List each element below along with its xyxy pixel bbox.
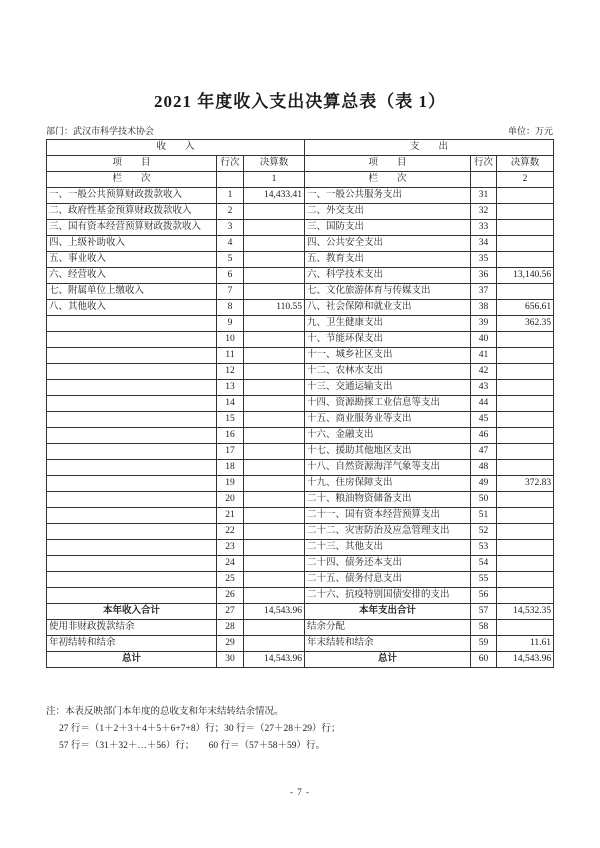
income-amount-cell: [244, 428, 305, 444]
income-line-cell: 18: [217, 460, 244, 476]
expense-item-cell: 二十四、债务还本支出: [305, 556, 471, 572]
expense-amount-cell: 362.35: [497, 316, 554, 332]
income-item-cell: [47, 556, 217, 572]
footnote-line: 27 行＝（1＋2＋3＋4＋5＋6+7+8）行；30 行＝（27＋28＋29）行；: [59, 724, 341, 734]
income-line-cell: 25: [217, 572, 244, 588]
income-item-cell: [47, 524, 217, 540]
expense-item-cell: 九、卫生健康支出: [305, 316, 471, 332]
income-item-cell: 四、上级补助收入: [47, 236, 217, 252]
income-line-cell: 7: [217, 284, 244, 300]
income-item-col-header: 项 目: [47, 156, 217, 172]
footnotes: [46, 704, 553, 755]
income-amount-cell: [244, 620, 305, 636]
expense-line-cell: 52: [471, 524, 497, 540]
income-line-cell: 29: [217, 636, 244, 652]
income-line-cell: 1: [217, 188, 244, 204]
table-row: [47, 364, 554, 380]
income-amount-cell: [244, 380, 305, 396]
income-amount-cell: [244, 540, 305, 556]
expense-line-cell: 33: [471, 220, 497, 236]
expense-line-cell: 42: [471, 364, 497, 380]
expense-amount-cell: [497, 364, 554, 380]
table-row: [47, 396, 554, 412]
income-amount-cell: 14,433.41: [244, 188, 305, 204]
expense-item-cell: 二十二、灾害防治及应急管理支出: [305, 524, 471, 540]
expense-amount-cell: [497, 508, 554, 524]
expense-amount-cell: [497, 236, 554, 252]
footnote-line: 注：本表反映部门本年度的总收支和年末结转结余情况。: [46, 707, 284, 717]
income-line-col-header: 行次: [217, 156, 244, 172]
income-line-cell: 2: [217, 204, 244, 220]
income-line-cell: 10: [217, 332, 244, 348]
expense-line-cell: 38: [471, 300, 497, 316]
expense-line-cell: 54: [471, 556, 497, 572]
expense-item-cell: 十二、农林水支出: [305, 364, 471, 380]
expense-amount-cell: [497, 524, 554, 540]
income-item-cell: [47, 412, 217, 428]
income-amount-cell: 14,543.96: [244, 604, 305, 620]
expense-line-cell: 49: [471, 476, 497, 492]
income-item-cell: 五、事业收入: [47, 252, 217, 268]
expense-item-cell: 十七、援助其他地区支出: [305, 444, 471, 460]
income-line-cell: 30: [217, 652, 244, 668]
expense-line-cell: 43: [471, 380, 497, 396]
table-row: [47, 444, 554, 460]
table-row: [47, 300, 554, 316]
income-line-cell: 12: [217, 364, 244, 380]
expense-item-cell: 十八、自然资源海洋气象等支出: [305, 460, 471, 476]
unit-label: 单位：万元: [507, 126, 553, 136]
income-amount-cell: [244, 572, 305, 588]
page-title: 2021 年度收入支出决算总表（表 1）: [154, 92, 446, 111]
income-item-cell: [47, 540, 217, 556]
table-row: [47, 316, 554, 332]
income-item-cell: 使用非财政拨款结余: [47, 620, 217, 636]
expense-line-cell: 50: [471, 492, 497, 508]
expense-item-cell: 八、社会保障和就业支出: [305, 300, 471, 316]
page-number: - 7 -: [290, 787, 310, 797]
income-amount-cell: [244, 236, 305, 252]
expense-amount-cell: [497, 348, 554, 364]
table-row: [47, 524, 554, 540]
income-amount-cell: 110.55: [244, 300, 305, 316]
table-row: [47, 220, 554, 236]
expense-line-cell: 45: [471, 412, 497, 428]
expense-item-cell: 年末结转和结余: [305, 636, 471, 652]
income-item-cell: [47, 428, 217, 444]
table-row: [47, 460, 554, 476]
income-item-cell: [47, 380, 217, 396]
income-amount-cell: [244, 204, 305, 220]
income-item-cell: [47, 492, 217, 508]
expense-line-cell: 55: [471, 572, 497, 588]
expense-item-cell: 十九、住房保障支出: [305, 476, 471, 492]
expense-item-cell: 六、科学技术支出: [305, 268, 471, 284]
expense-item-cell: 二十五、债务付息支出: [305, 572, 471, 588]
expense-line-cell: 51: [471, 508, 497, 524]
table-row: [47, 428, 554, 444]
income-line-cell: 26: [217, 588, 244, 604]
income-item-cell: 八、其他收入: [47, 300, 217, 316]
section-header-row: [47, 140, 554, 156]
income-amount-cell: [244, 396, 305, 412]
income-line-cell: 6: [217, 268, 244, 284]
table-row: [47, 652, 554, 668]
expense-amount-cell: [497, 620, 554, 636]
department-label: 部门：武汉市科学技术协会: [46, 126, 155, 136]
table-row: [47, 572, 554, 588]
table-row: [47, 556, 554, 572]
expense-amount-cell: 14,543.96: [497, 652, 554, 668]
expense-amount-cell: [497, 188, 554, 204]
income-line-cell: 27: [217, 604, 244, 620]
expense-amount-cell: [497, 540, 554, 556]
income-item-cell: 年初结转和结余: [47, 636, 217, 652]
income-line-cell: 9: [217, 316, 244, 332]
expense-amount-cell: [497, 460, 554, 476]
income-item-cell: [47, 316, 217, 332]
expense-item-cell: 二十六、抗疫特别国债安排的支出: [305, 588, 471, 604]
expense-line-cell: 31: [471, 188, 497, 204]
income-item-cell: 一、一般公共预算财政拨款收入: [47, 188, 217, 204]
column-header-row: [47, 156, 554, 172]
expense-item-cell: 十三、交通运输支出: [305, 380, 471, 396]
income-line-cell: 22: [217, 524, 244, 540]
expense-item-cell: 二十三、其他支出: [305, 540, 471, 556]
expense-item-cell: 七、文化旅游体育与传媒支出: [305, 284, 471, 300]
table-row: [47, 508, 554, 524]
expense-amount-cell: 14,532.35: [497, 604, 554, 620]
expense-item-cell: 五、教育支出: [305, 252, 471, 268]
income-lanci-label: 栏 次: [47, 172, 217, 188]
expense-line-col-header: 行次: [471, 156, 497, 172]
income-item-cell: [47, 396, 217, 412]
expense-amount-cell: 372.83: [497, 476, 554, 492]
income-item-cell: [47, 364, 217, 380]
income-amount-cell: [244, 412, 305, 428]
income-amount-cell: [244, 268, 305, 284]
expense-amount-cell: [497, 492, 554, 508]
expense-item-cell: 十一、城乡社区支出: [305, 348, 471, 364]
income-amount-col-header: 决算数: [244, 156, 305, 172]
income-line-cell: 19: [217, 476, 244, 492]
expense-amount-cell: [497, 204, 554, 220]
income-amount-cell: [244, 524, 305, 540]
expense-amount-cell: [497, 252, 554, 268]
expense-item-cell: 十、节能环保支出: [305, 332, 471, 348]
meta-row: [46, 124, 553, 137]
income-amount-cell: [244, 332, 305, 348]
income-line-cell: 20: [217, 492, 244, 508]
expense-amount-cell: [497, 332, 554, 348]
expense-amount-cell: [497, 220, 554, 236]
income-line-cell: 15: [217, 412, 244, 428]
expense-amount-cell: [497, 284, 554, 300]
expense-amount-cell: [497, 588, 554, 604]
income-amount-cell: [244, 284, 305, 300]
table-row: [47, 284, 554, 300]
expense-amount-cell: [497, 396, 554, 412]
expense-item-cell: 三、国防支出: [305, 220, 471, 236]
income-line-cell: 21: [217, 508, 244, 524]
expense-amount-cell: 13,140.56: [497, 268, 554, 284]
table-row: [47, 268, 554, 284]
expense-line-cell: 56: [471, 588, 497, 604]
expense-item-cell: 一、一般公共服务支出: [305, 188, 471, 204]
expense-item-cell: 二十一、国有资本经营预算支出: [305, 508, 471, 524]
income-line-cell: 13: [217, 380, 244, 396]
table-row: [47, 412, 554, 428]
income-item-cell: 六、经营收入: [47, 268, 217, 284]
expense-line-cell: 40: [471, 332, 497, 348]
income-amount-cell: 14,543.96: [244, 652, 305, 668]
expense-line-cell: 44: [471, 396, 497, 412]
expense-section-header: 支 出: [305, 140, 554, 156]
expense-item-cell: 二十、粮油物资储备支出: [305, 492, 471, 508]
income-line-cell: 14: [217, 396, 244, 412]
expense-line-cell: 46: [471, 428, 497, 444]
expense-amount-cell: 656.61: [497, 300, 554, 316]
income-amount-cell: [244, 316, 305, 332]
table-row: [47, 348, 554, 364]
expense-amount-cell: [497, 412, 554, 428]
income-item-cell: [47, 588, 217, 604]
expense-col-number: 2: [497, 172, 554, 188]
income-line-cell: 23: [217, 540, 244, 556]
income-amount-cell: [244, 252, 305, 268]
income-item-cell: [47, 332, 217, 348]
income-line-cell: 16: [217, 428, 244, 444]
income-line-cell: 28: [217, 620, 244, 636]
income-item-cell: [47, 508, 217, 524]
income-item-cell: 七、附属单位上缴收入: [47, 284, 217, 300]
income-line-cell: 5: [217, 252, 244, 268]
table-row: [47, 332, 554, 348]
table-row: [47, 380, 554, 396]
expense-lanci-label: 栏 次: [305, 172, 471, 188]
income-amount-cell: [244, 556, 305, 572]
expense-amount-cell: [497, 444, 554, 460]
expense-line-cell: 57: [471, 604, 497, 620]
table-row: [47, 636, 554, 652]
expense-amount-cell: [497, 428, 554, 444]
expense-line-cell: 36: [471, 268, 497, 284]
expense-item-cell: 十四、资源勘探工业信息等支出: [305, 396, 471, 412]
expense-amount-cell: 11.61: [497, 636, 554, 652]
income-amount-cell: [244, 476, 305, 492]
expense-amount-cell: [497, 380, 554, 396]
income-item-cell: [47, 572, 217, 588]
expense-line-cell: 53: [471, 540, 497, 556]
expense-item-cell: 本年支出合计: [305, 604, 471, 620]
income-item-cell: 总计: [47, 652, 217, 668]
expense-item-cell: 四、公共安全支出: [305, 236, 471, 252]
table-row: [47, 492, 554, 508]
table-row: [47, 604, 554, 620]
income-line-cell: 8: [217, 300, 244, 316]
table-row: [47, 204, 554, 220]
income-amount-cell: [244, 364, 305, 380]
income-line-cell: 4: [217, 236, 244, 252]
income-item-cell: [47, 348, 217, 364]
expense-line-cell: 37: [471, 284, 497, 300]
empty-cell: [471, 172, 497, 188]
expense-amount-cell: [497, 572, 554, 588]
table-body: [47, 188, 554, 668]
expense-item-cell: 十五、商业服务业等支出: [305, 412, 471, 428]
income-amount-cell: [244, 348, 305, 364]
empty-cell: [217, 172, 244, 188]
accounts-table: [46, 139, 554, 668]
footnote-line: 57 行＝（31＋32＋…＋56）行； 60 行＝（57＋58＋59）行。: [59, 741, 326, 751]
income-col-number: 1: [244, 172, 305, 188]
expense-item-cell: 总计: [305, 652, 471, 668]
column-index-row: [47, 172, 554, 188]
expense-item-col-header: 项 目: [305, 156, 471, 172]
income-amount-cell: [244, 460, 305, 476]
income-line-cell: 11: [217, 348, 244, 364]
expense-line-cell: 59: [471, 636, 497, 652]
expense-item-cell: 结余分配: [305, 620, 471, 636]
expense-line-cell: 39: [471, 316, 497, 332]
income-section-header: 收 入: [47, 140, 305, 156]
table-row: [47, 188, 554, 204]
expense-line-cell: 58: [471, 620, 497, 636]
income-amount-cell: [244, 508, 305, 524]
expense-line-cell: 47: [471, 444, 497, 460]
table-row: [47, 540, 554, 556]
expense-line-cell: 60: [471, 652, 497, 668]
income-line-cell: 17: [217, 444, 244, 460]
expense-line-cell: 41: [471, 348, 497, 364]
table-row: [47, 252, 554, 268]
income-item-cell: 本年收入合计: [47, 604, 217, 620]
income-amount-cell: [244, 636, 305, 652]
expense-amount-col-header: 决算数: [497, 156, 554, 172]
income-amount-cell: [244, 492, 305, 508]
income-line-cell: 24: [217, 556, 244, 572]
expense-item-cell: 十六、金融支出: [305, 428, 471, 444]
income-item-cell: [47, 460, 217, 476]
expense-line-cell: 48: [471, 460, 497, 476]
income-amount-cell: [244, 220, 305, 236]
income-amount-cell: [244, 588, 305, 604]
income-item-cell: 二、政府性基金预算财政拨款收入: [47, 204, 217, 220]
income-amount-cell: [244, 444, 305, 460]
table-row: [47, 588, 554, 604]
expense-line-cell: 34: [471, 236, 497, 252]
income-item-cell: 三、国有资本经营预算财政拨款收入: [47, 220, 217, 236]
expense-line-cell: 32: [471, 204, 497, 220]
income-item-cell: [47, 444, 217, 460]
income-item-cell: [47, 476, 217, 492]
expense-amount-cell: [497, 556, 554, 572]
expense-line-cell: 35: [471, 252, 497, 268]
expense-item-cell: 二、外交支出: [305, 204, 471, 220]
income-line-cell: 3: [217, 220, 244, 236]
table-row: [47, 236, 554, 252]
table-row: [47, 620, 554, 636]
table-row: [47, 476, 554, 492]
